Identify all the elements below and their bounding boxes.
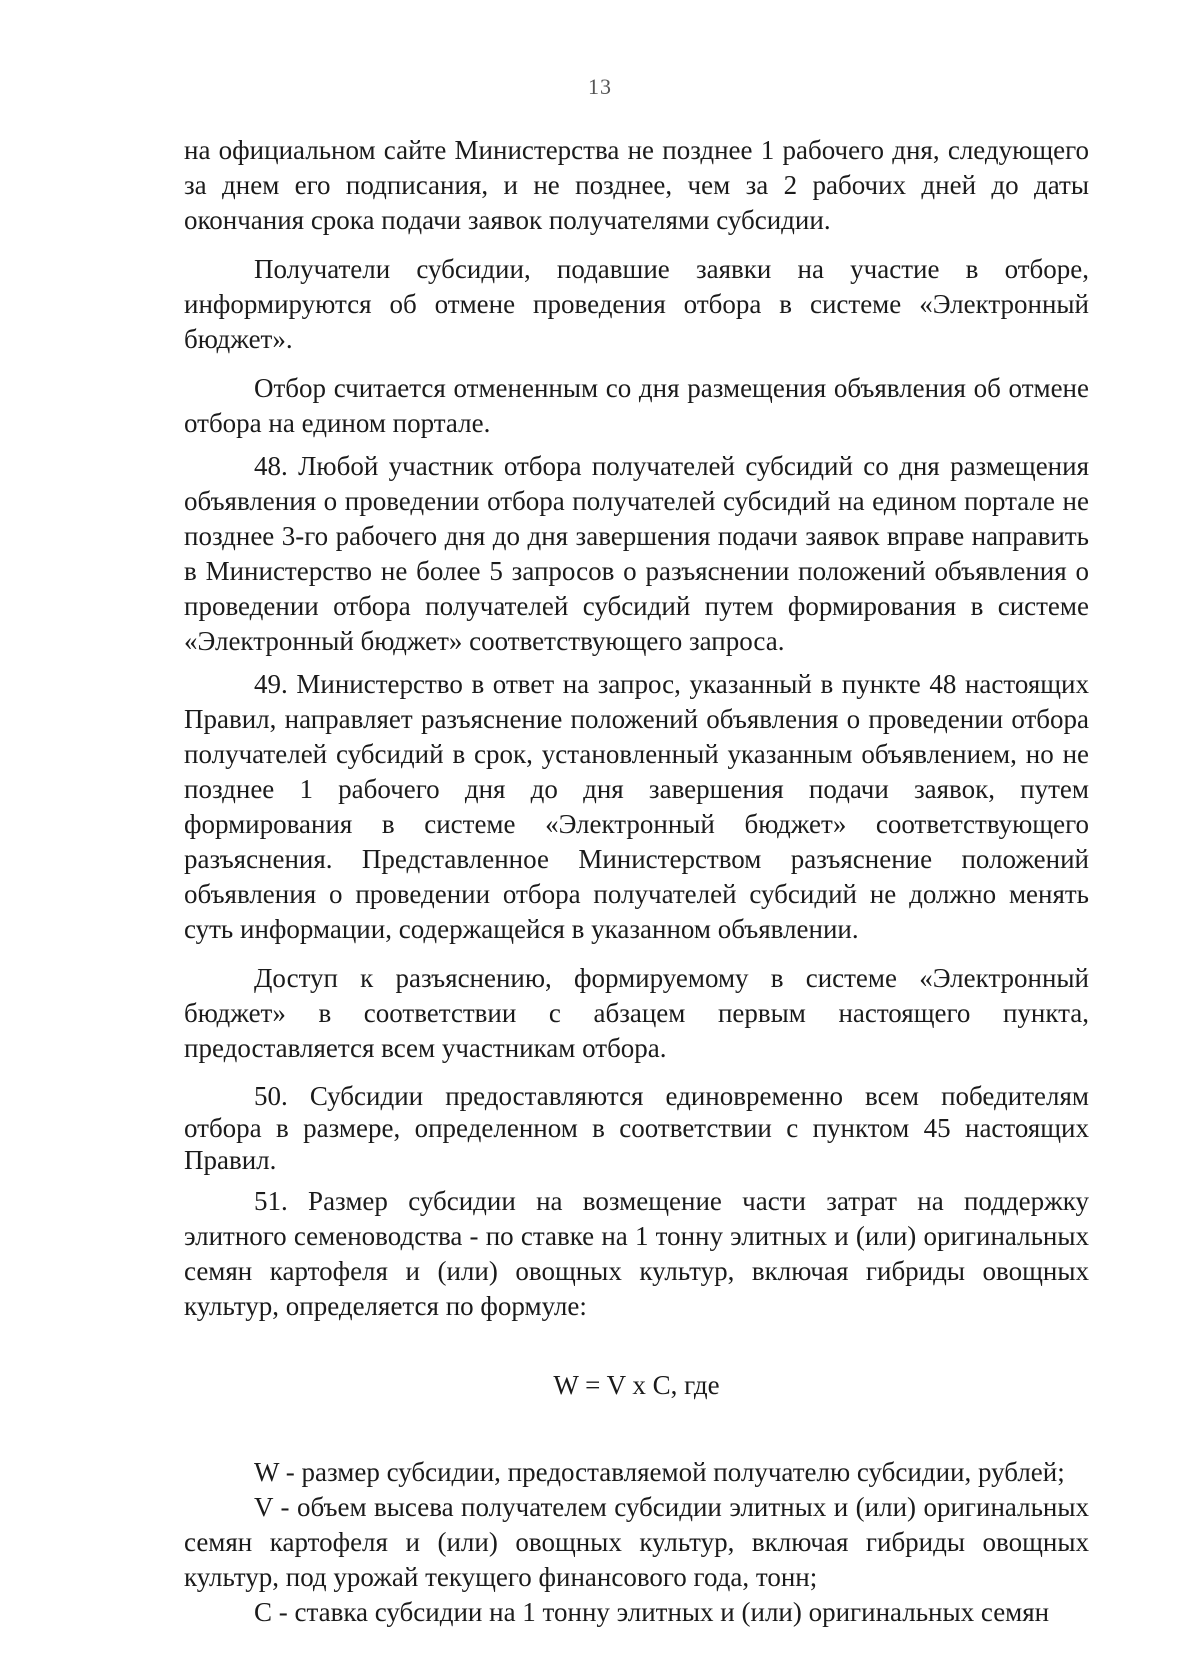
paragraph-selection-cancelled: Отбор считается отмененным со дня размещения объявления об отмене отбора на едином портале. (184, 373, 1089, 438)
paragraph-continuation: на официальном сайте Министерства не позднее 1 рабочего дня, следующего за днем его подписания, и не позднее, чем за 2 рабочих дней до даты окончания срока подачи заявок получателями субсидии. (184, 135, 1089, 235)
paragraph-access-clarification: Доступ к разъяснению, формируемому в системе «Электронный бюджет» в соответствии с абзацем первым настоящего пункта, предоставляется всем участникам отбора. (184, 963, 1089, 1063)
definition-w: W - размер субсидии, предоставляемой получателю субсидии, рублей; (254, 1457, 1065, 1487)
paragraph-item-48: 48. Любой участник отбора получателей субсидий со дня размещения объявления о проведении отбора получателей субсидий на едином портале не позднее 3-го рабочего дня до дня завершения подачи заявок вправе направить в Министерство не более 5 запросов о разъяснении положений объявления о проведении отбора получателей субсидий путем формирования в системе «Электронный бюджет» соответствующего запроса. (184, 451, 1089, 656)
page-number: 13 (588, 74, 612, 99)
paragraph-item-50: 50. Субсидии предоставляются единовременно всем победителям отбора в размере, определенном в соответствии с пунктом 45 настоящих Правил. (184, 1081, 1089, 1175)
document-body (184, 133, 1089, 1630)
paragraph-item-51: 51. Размер субсидии на возмещение части затрат на поддержку элитного семеноводства - по ставке на 1 тонну элитных и (или) оригинальных семян картофеля и (или) овощных культур, включая гибриды овощных культур, определяется по формуле: (184, 1186, 1089, 1321)
definition-v: V - объем высева получателем субсидии элитных и (или) оригинальных семян картофеля и (или) овощных культур, включая гибриды овощных культур, под урожай текущего финансового года, тонн; (184, 1492, 1089, 1592)
paragraph-recipients-informed: Получатели субсидии, подавшие заявки на участие в отборе, информируются об отмене проведения отбора в системе «Электронный бюджет». (184, 254, 1089, 354)
paragraph-item-49: 49. Министерство в ответ на запрос, указанный в пункте 48 настоящих Правил, направляет разъяснение положений объявления о проведении отбора получателей субсидий в срок, установленный указанным объявлением, но не позднее 1 рабочего дня до дня завершения подачи заявок, путем формирования в системе «Электронный бюджет» соответствующего разъяснения. Представленное Министерством разъяснение положений объявления о проведении отбора получателей субсидий не должно менять суть информации, содержащейся в указанном объявлении. (184, 669, 1089, 944)
formula: W = V x C, где (553, 1370, 720, 1400)
definition-c: C - ставка субсидии на 1 тонну элитных и (или) оригинальных семян (254, 1597, 1050, 1627)
